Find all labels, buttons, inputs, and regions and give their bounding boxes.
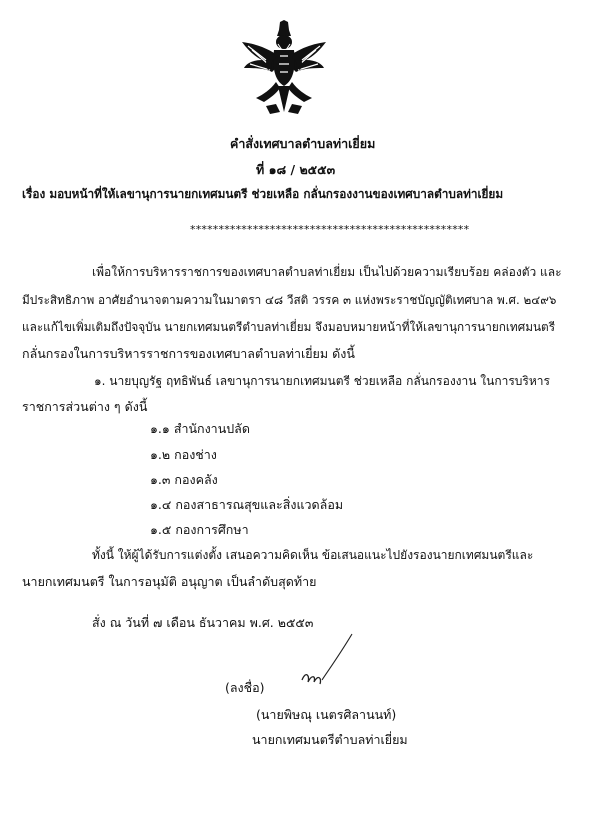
order-number: ที่ ๑๘ / ๒๕๕๓ bbox=[256, 162, 336, 177]
item-1-line-1: ๑. นายบุญรัฐ ฤทธิพันธ์ เลขานุการนายกเทศมนตรี ช่วยเหลือ กลั่นกรองงาน ในการบริหาร bbox=[94, 374, 550, 388]
document-title: คำสั่งเทศบาลตำบลท่าเยี่ยม bbox=[230, 136, 376, 151]
paragraph-1-line-3: และแก้ไขเพิ่มเติมถึงปัจจุบัน นายกเทศมนตรีตำบลท่าเยี่ยม จึงมอบหมายหน้าที่ให้เลขานุการนายกเทศมนตรี bbox=[22, 320, 556, 334]
subject-line: เรื่อง มอบหน้าที่ให้เลขานุการนายกเทศมนตรี ช่วยเหลือ กลั่นกรองงานของเทศบาลตำบลท่าเยี่ยม bbox=[22, 187, 504, 201]
signer-name: (นายพิษณุ เนตรศิลานนท์) bbox=[256, 707, 397, 722]
paragraph-1-line-1: เพื่อให้การบริหารราชการของเทศบาลตำบลท่าเยี่ยม เป็นไปด้วยความเรียบร้อย คล่องตัว และ bbox=[92, 265, 562, 279]
order-date: สั่ง ณ วันที่ ๗ เดือน ธันวาคม พ.ศ. ๒๕๕๓ bbox=[92, 615, 314, 630]
paragraph-2-line-2: นายกเทศมนตรี ในการอนุมัติ อนุญาต เป็นลำดับสุดท้าย bbox=[22, 574, 317, 589]
sub-item: ๑.๓ กองคลัง bbox=[150, 472, 218, 487]
paragraph-1-line-2: มีประสิทธิภาพ อาศัยอำนาจตามความในมาตรา ๔๘ วีสติ วรรค ๓ แห่งพระราชบัญญัติเทศบาล พ.ศ. ๒๔๙๖ bbox=[22, 293, 557, 307]
sub-item: ๑.๑ สำนักงานปลัด bbox=[150, 421, 250, 436]
sub-item: ๑.๕ กองการศึกษา bbox=[150, 522, 249, 537]
sub-item: ๑.๒ กองช่าง bbox=[150, 447, 217, 462]
sign-label: (ลงชื่อ) bbox=[225, 680, 265, 695]
paragraph-2-line-1: ทั้งนี้ ให้ผู้ได้รับการแต่งตั้ง เสนอความคิดเห็น ข้อเสนอแนะไปยังรองนายกเทศมนตรีและ bbox=[92, 548, 534, 562]
paragraph-1-line-4: กลั่นกรองในการบริหารราชการของเทศบาลตำบลท่าเยี่ยม ดังนี้ bbox=[22, 346, 355, 361]
sub-item: ๑.๔ กองสาธารณสุขและสิ่งแวดล้อม bbox=[150, 497, 344, 512]
separator-line: ************************************************* bbox=[190, 223, 470, 236]
signer-position: นายกเทศมนตรีตำบลท่าเยี่ยม bbox=[252, 732, 408, 747]
handwritten-signature bbox=[296, 630, 356, 692]
item-1-line-2: ราชการส่วนต่าง ๆ ดังนี้ bbox=[22, 399, 148, 414]
garuda-emblem-icon bbox=[236, 20, 332, 118]
